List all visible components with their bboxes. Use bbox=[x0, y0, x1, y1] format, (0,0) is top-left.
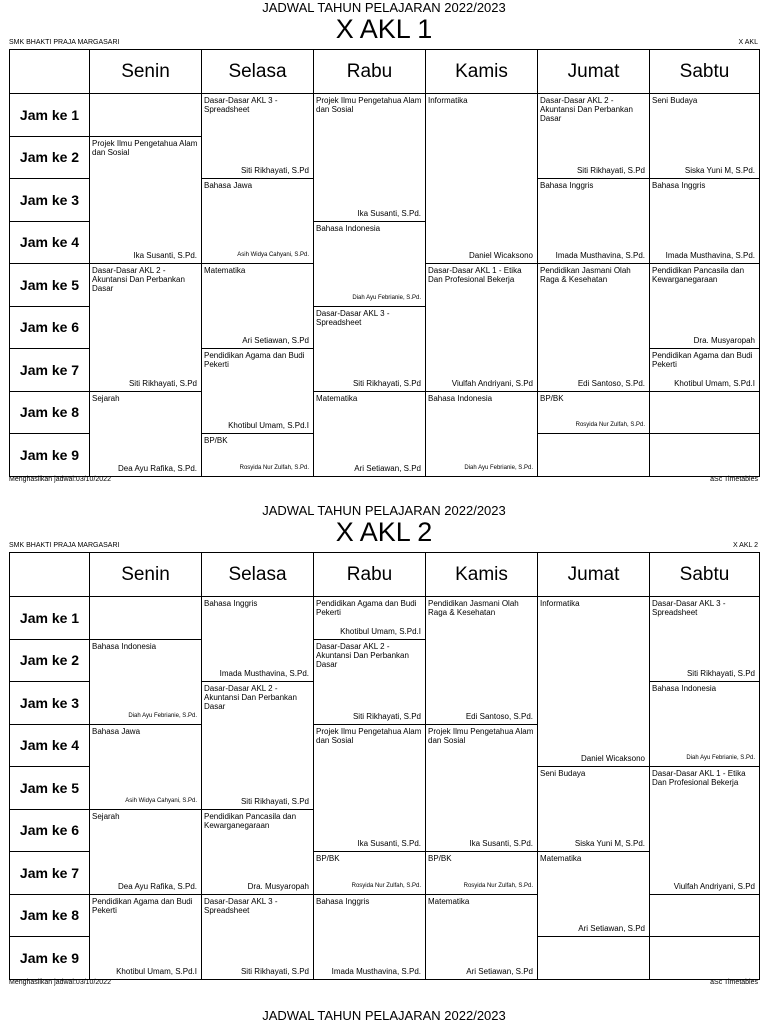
lesson-subject: Sejarah bbox=[92, 811, 120, 821]
lesson-cell bbox=[89, 136, 202, 265]
lesson-cell bbox=[201, 263, 314, 349]
lesson-teacher: Rosyida Nur Zulfah, S.Pd. bbox=[463, 882, 533, 889]
generated-date: Menghasilkan jadwal:03/10/2022 bbox=[9, 476, 111, 483]
lesson-cell bbox=[649, 681, 760, 767]
empty-cell bbox=[537, 433, 650, 477]
empty-cell bbox=[649, 936, 760, 980]
lesson-subject: Bahasa Indonesia bbox=[652, 684, 717, 693]
lesson-cell bbox=[649, 93, 760, 179]
lesson-subject: Dasar-Dasar AKL 3 - Spreadsheet bbox=[204, 896, 278, 915]
lesson-teacher: Siti Rikhayati, S.Pd bbox=[240, 966, 309, 976]
period-label: Jam ke 2 bbox=[9, 639, 90, 683]
lesson-subject: Matematika bbox=[428, 896, 470, 906]
lesson-cell bbox=[649, 178, 760, 264]
lesson-subject: Informatika bbox=[428, 96, 468, 105]
lesson-subject: Matematika bbox=[316, 393, 358, 403]
schedule-x-akl-2 bbox=[0, 503, 768, 993]
lesson-cell bbox=[89, 724, 202, 810]
schedule-x-akl-1 bbox=[0, 0, 768, 490]
lesson-cell bbox=[425, 851, 538, 895]
lesson-subject: Pendidikan Jasmani Olah Raga & Kesehatan bbox=[540, 266, 631, 284]
lesson-subject: Projek Ilmu Pengetahua Alam dan Sosial bbox=[316, 96, 422, 114]
lesson-subject: Dasar-Dasar AKL 1 - Etika Dan Profesional Bekerja bbox=[652, 769, 746, 787]
lesson-subject: Sejarah bbox=[92, 393, 120, 403]
class-code: X AKL 2 bbox=[732, 542, 758, 549]
lesson-subject: BP/BK bbox=[540, 393, 564, 403]
timetable-grid bbox=[9, 49, 759, 476]
lesson-subject: Seni Budaya bbox=[540, 769, 586, 778]
lesson-cell bbox=[649, 348, 760, 392]
lesson-cell bbox=[425, 391, 538, 477]
lesson-teacher: Dra. Musyaropah bbox=[247, 881, 309, 891]
lesson-teacher: Dea Ayu Rafika, S.Pd. bbox=[117, 881, 197, 891]
lesson-cell bbox=[537, 391, 650, 435]
school-name: SMK BHAKTI PRAJA MARGASARI bbox=[9, 542, 120, 549]
lesson-subject: Seni Budaya bbox=[652, 96, 698, 105]
empty-cell bbox=[89, 93, 202, 137]
lesson-subject: Projek Ilmu Pengetahua Alam dan Sosial bbox=[92, 138, 198, 157]
next-schedule-title: JADWAL TAHUN PELAJARAN 2022/2023 bbox=[262, 1008, 506, 1023]
day-header-senin: Senin bbox=[89, 552, 202, 597]
period-label: Jam ke 2 bbox=[9, 136, 90, 180]
lesson-cell bbox=[537, 596, 650, 767]
day-header-jumat: Jumat bbox=[537, 49, 650, 94]
lesson-cell bbox=[313, 93, 426, 222]
lesson-teacher: Siti Rikhayati, S.Pd bbox=[240, 166, 309, 175]
lesson-teacher: Viulfah Andriyani, S.Pd bbox=[451, 378, 533, 388]
lesson-cell bbox=[537, 766, 650, 852]
day-header-kamis: Kamis bbox=[425, 552, 538, 597]
lesson-teacher: Ari Setiawan, S.Pd bbox=[466, 966, 533, 976]
period-label: Jam ke 5 bbox=[9, 766, 90, 810]
lesson-teacher: Siti Rikhayati, S.Pd bbox=[240, 796, 309, 806]
period-label: Jam ke 6 bbox=[9, 306, 90, 350]
lesson-subject: Projek Ilmu Pengetahua Alam dan Sosial bbox=[316, 726, 422, 745]
timetable-grid bbox=[9, 552, 759, 979]
lesson-cell bbox=[201, 681, 314, 810]
lesson-teacher: Ika Susanti, S.Pd. bbox=[133, 251, 197, 260]
period-label: Jam ke 1 bbox=[9, 93, 90, 137]
empty-cell bbox=[649, 894, 760, 938]
period-label: Jam ke 3 bbox=[9, 681, 90, 725]
lesson-teacher: Khotibul Umam, S.Pd.I bbox=[116, 966, 197, 976]
lesson-subject: BP/BK bbox=[316, 854, 340, 863]
day-header-sabtu: Sabtu bbox=[649, 552, 760, 597]
lesson-cell bbox=[201, 178, 314, 264]
lesson-cell bbox=[537, 93, 650, 179]
lesson-cell bbox=[89, 894, 202, 980]
period-label: Jam ke 3 bbox=[9, 178, 90, 222]
lesson-cell bbox=[89, 809, 202, 895]
lesson-cell bbox=[89, 639, 202, 725]
day-header-sabtu: Sabtu bbox=[649, 49, 760, 94]
period-label: Jam ke 8 bbox=[9, 894, 90, 938]
lesson-teacher: Imada Musthavina, S.Pd. bbox=[219, 669, 309, 678]
lesson-teacher: Asih Widya Cahyani, S.Pd. bbox=[237, 252, 309, 258]
period-label: Jam ke 9 bbox=[9, 433, 90, 477]
lesson-subject: BP/BK bbox=[204, 436, 228, 445]
lesson-teacher: Siti Rikhayati, S.Pd bbox=[352, 711, 421, 721]
period-label: Jam ke 5 bbox=[9, 263, 90, 307]
lesson-subject: Bahasa Indonesia bbox=[428, 393, 493, 403]
lesson-teacher: Diah Ayu Febrianie, S.Pd. bbox=[128, 712, 197, 719]
lesson-teacher: Ari Setiawan, S.Pd bbox=[578, 924, 645, 933]
lesson-subject: Informatika bbox=[540, 599, 580, 608]
school-name: SMK BHAKTI PRAJA MARGASARI bbox=[9, 39, 120, 46]
lesson-subject: Matematika bbox=[540, 854, 582, 863]
lesson-cell bbox=[425, 894, 538, 980]
lesson-cell bbox=[537, 178, 650, 264]
lesson-subject: Dasar-Dasar AKL 1 - Etika Dan Profesional Bekerja bbox=[428, 266, 522, 284]
lesson-cell bbox=[537, 263, 650, 392]
lesson-subject: Pendidikan Pancasila dan Kewarganegaraan bbox=[652, 266, 745, 284]
period-label: Jam ke 7 bbox=[9, 348, 90, 392]
lesson-teacher: Ari Setiawan, S.Pd bbox=[354, 463, 421, 473]
lesson-subject: Pendidikan Pancasila dan Kewarganegaraan bbox=[204, 811, 297, 830]
lesson-teacher: Siti Rikhayati, S.Pd bbox=[352, 378, 421, 388]
empty-cell bbox=[537, 936, 650, 980]
lesson-teacher: Ika Susanti, S.Pd. bbox=[357, 208, 421, 218]
period-label: Jam ke 4 bbox=[9, 221, 90, 265]
lesson-cell bbox=[201, 433, 314, 477]
lesson-teacher: Khotibul Umam, S.Pd.I bbox=[674, 378, 755, 388]
lesson-cell bbox=[89, 391, 202, 477]
day-header-selasa: Selasa bbox=[201, 49, 314, 94]
lesson-subject: Dasar-Dasar AKL 2 - Akuntansi Dan Perbankan Dasar bbox=[316, 641, 409, 669]
period-label: Jam ke 8 bbox=[9, 391, 90, 435]
lesson-teacher: Khotibul Umam, S.Pd.I bbox=[340, 626, 421, 636]
lesson-teacher: Diah Ayu Febrianie, S.Pd. bbox=[352, 294, 421, 301]
lesson-cell bbox=[313, 391, 426, 477]
lesson-cell bbox=[313, 851, 426, 895]
lesson-teacher: Edi Santoso, S.Pd. bbox=[465, 711, 533, 721]
lesson-cell bbox=[425, 596, 538, 725]
lesson-cell bbox=[201, 93, 314, 179]
empty-cell bbox=[649, 391, 760, 435]
day-header-kamis: Kamis bbox=[425, 49, 538, 94]
lesson-subject: Bahasa Inggris bbox=[652, 181, 706, 190]
lesson-subject: Projek Ilmu Pengetahua Alam dan Sosial bbox=[428, 726, 534, 745]
lesson-teacher: Viulfah Andriyani, S.Pd bbox=[673, 881, 755, 891]
lesson-subject: Pendidikan Agama dan Budi Pekerti bbox=[652, 351, 753, 369]
lesson-subject: Pendidikan Jasmani Olah Raga & Kesehatan bbox=[428, 599, 519, 617]
lesson-teacher: Dra. Musyaropah bbox=[693, 336, 755, 345]
lesson-subject: Bahasa Inggris bbox=[204, 599, 258, 608]
lesson-cell bbox=[201, 894, 314, 980]
lesson-teacher: Edi Santoso, S.Pd. bbox=[577, 378, 645, 388]
grid-corner bbox=[9, 49, 90, 94]
year-title: JADWAL TAHUN PELAJARAN 2022/2023 bbox=[262, 0, 506, 15]
lesson-teacher: Daniel Wicaksono bbox=[580, 754, 645, 763]
lesson-cell bbox=[649, 596, 760, 682]
empty-cell bbox=[89, 596, 202, 640]
lesson-subject: Bahasa Inggris bbox=[540, 181, 594, 190]
lesson-teacher: Diah Ayu Febrianie, S.Pd. bbox=[686, 755, 755, 761]
lesson-subject: Dasar-Dasar AKL 2 - Akuntansi Dan Perbankan Dasar bbox=[204, 684, 297, 711]
lesson-teacher: Dea Ayu Rafika, S.Pd. bbox=[117, 463, 197, 473]
lesson-teacher: Imada Musthavina, S.Pd. bbox=[665, 251, 755, 260]
day-header-jumat: Jumat bbox=[537, 552, 650, 597]
day-header-rabu: Rabu bbox=[313, 49, 426, 94]
class-title: X AKL 2 bbox=[335, 517, 433, 547]
lesson-cell bbox=[425, 724, 538, 853]
lesson-teacher: Rosyida Nur Zulfah, S.Pd. bbox=[351, 882, 421, 889]
lesson-subject: Bahasa Inggris bbox=[316, 896, 370, 906]
lesson-teacher: Siti Rikhayati, S.Pd bbox=[686, 669, 755, 678]
day-header-rabu: Rabu bbox=[313, 552, 426, 597]
lesson-subject: Pendidikan Agama dan Budi Pekerti bbox=[204, 351, 305, 369]
lesson-subject: Dasar-Dasar AKL 3 - Spreadsheet bbox=[204, 96, 278, 114]
period-label: Jam ke 7 bbox=[9, 851, 90, 895]
lesson-subject: BP/BK bbox=[428, 854, 452, 863]
lesson-cell bbox=[313, 724, 426, 853]
software-credit: aSc Timetables bbox=[710, 979, 758, 986]
lesson-cell bbox=[313, 639, 426, 725]
lesson-teacher: Ari Setiawan, S.Pd bbox=[242, 336, 309, 345]
lesson-subject: Bahasa Jawa bbox=[204, 181, 253, 190]
lesson-cell bbox=[313, 306, 426, 392]
lesson-cell bbox=[313, 221, 426, 307]
grid-corner bbox=[9, 552, 90, 597]
lesson-subject: Bahasa Indonesia bbox=[316, 223, 381, 233]
lesson-subject: Bahasa Indonesia bbox=[92, 641, 157, 651]
day-header-selasa: Selasa bbox=[201, 552, 314, 597]
lesson-subject: Pendidikan Agama dan Budi Pekerti bbox=[316, 599, 417, 617]
period-label: Jam ke 1 bbox=[9, 596, 90, 640]
lesson-subject: Pendidikan Agama dan Budi Pekerti bbox=[92, 896, 193, 915]
lesson-teacher: Rosyida Nur Zulfah, S.Pd. bbox=[239, 464, 309, 471]
class-title: X AKL 1 bbox=[335, 14, 433, 44]
lesson-teacher: Rosyida Nur Zulfah, S.Pd. bbox=[575, 422, 645, 428]
lesson-teacher: Siti Rikhayati, S.Pd bbox=[128, 378, 197, 388]
lesson-subject: Dasar-Dasar AKL 2 - Akuntansi Dan Perbankan Dasar bbox=[92, 266, 185, 293]
lesson-cell bbox=[425, 93, 538, 264]
lesson-subject: Bahasa Jawa bbox=[92, 726, 141, 736]
lesson-teacher: Siti Rikhayati, S.Pd bbox=[576, 166, 645, 175]
lesson-cell bbox=[425, 263, 538, 392]
lesson-teacher: Siska Yuni M, S.Pd. bbox=[684, 166, 755, 175]
lesson-subject: Matematika bbox=[204, 266, 246, 275]
period-label: Jam ke 9 bbox=[9, 936, 90, 980]
software-credit: aSc Timetables bbox=[710, 476, 758, 483]
lesson-teacher: Ika Susanti, S.Pd. bbox=[357, 839, 421, 848]
lesson-teacher: Ika Susanti, S.Pd. bbox=[469, 839, 533, 848]
lesson-cell bbox=[649, 263, 760, 349]
lesson-cell bbox=[201, 348, 314, 434]
lesson-teacher: Daniel Wicaksono bbox=[468, 251, 533, 260]
lesson-teacher: Diah Ayu Febrianie, S.Pd. bbox=[464, 464, 533, 471]
lesson-cell bbox=[537, 851, 650, 937]
lesson-teacher: Khotibul Umam, S.Pd.I bbox=[228, 421, 309, 430]
lesson-subject: Dasar-Dasar AKL 2 - Akuntansi Dan Perbankan Dasar bbox=[540, 96, 633, 123]
lesson-teacher: Imada Musthavina, S.Pd. bbox=[555, 251, 645, 260]
day-header-senin: Senin bbox=[89, 49, 202, 94]
class-code: X AKL bbox=[738, 39, 758, 46]
lesson-cell bbox=[313, 894, 426, 980]
lesson-teacher: Siska Yuni M, S.Pd. bbox=[574, 839, 645, 848]
period-label: Jam ke 4 bbox=[9, 724, 90, 768]
lesson-teacher: Asih Widya Cahyani, S.Pd. bbox=[125, 797, 197, 804]
lesson-teacher: Imada Musthavina, S.Pd. bbox=[331, 966, 421, 976]
period-label: Jam ke 6 bbox=[9, 809, 90, 853]
empty-cell bbox=[649, 433, 760, 477]
lesson-cell bbox=[201, 809, 314, 895]
lesson-cell bbox=[89, 263, 202, 392]
lesson-cell bbox=[201, 596, 314, 682]
lesson-subject: Dasar-Dasar AKL 3 - Spreadsheet bbox=[652, 599, 726, 617]
year-title: JADWAL TAHUN PELAJARAN 2022/2023 bbox=[262, 503, 506, 518]
lesson-cell bbox=[649, 766, 760, 895]
lesson-cell bbox=[313, 596, 426, 640]
lesson-subject: Dasar-Dasar AKL 3 - Spreadsheet bbox=[316, 308, 390, 327]
generated-date: Menghasilkan jadwal:03/10/2022 bbox=[9, 979, 111, 986]
